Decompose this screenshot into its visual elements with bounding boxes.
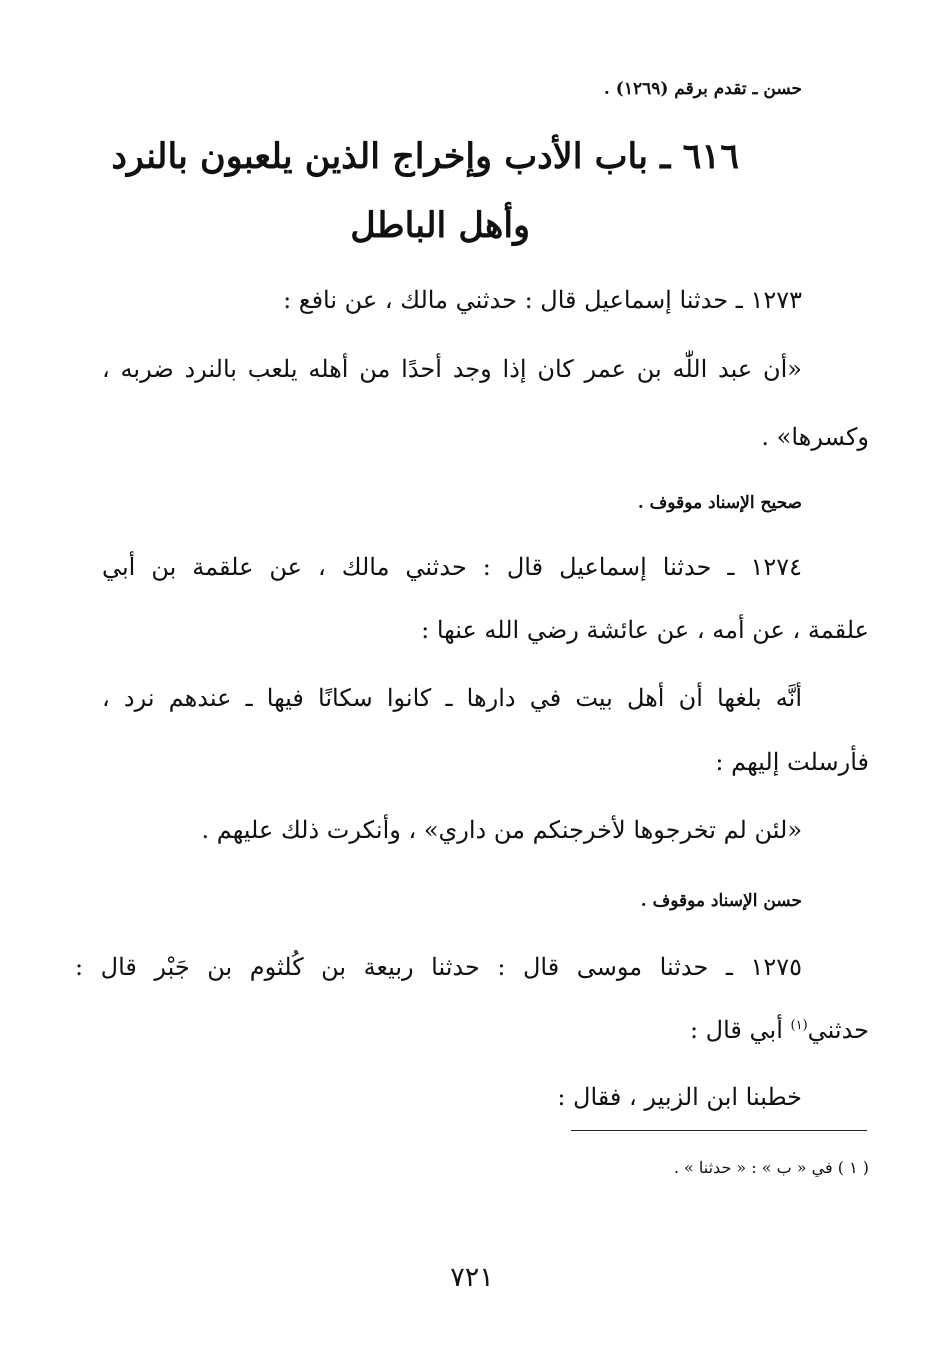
hadith-1273-matn-line-2: وكسرها» . <box>761 423 869 451</box>
hadith-1274-isnad-line-2: علقمة ، عن أمه ، عن عائشة رضي الله عنها : <box>421 616 869 644</box>
isnad-line-2-start: حدثني <box>807 1016 869 1044</box>
hadith-1274-matn-line-1: أنَّه بلغها أن أهل بيت في دارها ـ كانوا سكانًا فيها ـ عندهم نرد ، <box>102 684 802 712</box>
isnad-line-2-end: أبي قال : <box>689 1016 791 1044</box>
hadith-1275-isnad-line-1: ١٢٧٥ ـ حدثنا موسى قال : حدثنا ربيعة بن كُلثوم بن جَبْر قال : <box>75 953 802 981</box>
chapter-title-line-2: وأهل الباطل <box>350 205 530 246</box>
chapter-title-line-1: ٦١٦ ـ باب الأدب وإخراج الذين يلعبون بالنرد <box>111 136 739 177</box>
footnote-separator <box>571 1130 867 1131</box>
hadith-1274-grade: حسن الإسناد موقوف . <box>640 891 802 911</box>
hadith-1273-isnad: ١٢٧٣ ـ حدثنا إسماعيل قال : حدثني مالك ، عن نافع : <box>283 286 802 314</box>
footnote-1: ( ١ ) في « ب » : « حدثنا » . <box>673 1158 869 1177</box>
hadith-1274-isnad-line-1: ١٢٧٤ ـ حدثنا إسماعيل قال : حدثني مالك ، عن علقمة بن أبي <box>102 553 802 581</box>
page-number: ٧٢١ <box>450 1262 494 1293</box>
hadith-1274-matn-line-2: فأرسلت إليهم : <box>715 748 869 776</box>
hadith-1273-matn-line-1: «أن عبد اللّٰه بن عمر كان إذا وجد أحدًا من أهله يلعب بالنرد ضربه ، <box>102 355 802 383</box>
hadith-1275-matn-line-1: خطبنا ابن الزبير ، فقال : <box>557 1083 802 1111</box>
hadith-1274-matn-line-3: «لئن لم تخرجوها لأخرجنكم من داري» ، وأنكرت ذلك عليهم . <box>201 816 802 844</box>
hadith-1275-isnad-line-2 <box>690 1016 869 1045</box>
previous-hadith-grade: حسن ـ تقدم برقم (١٢٦٩) . <box>603 79 802 99</box>
footnote-marker[interactable]: (١) <box>790 1018 808 1033</box>
hadith-1273-grade: صحيح الإسناد موقوف . <box>637 493 802 513</box>
